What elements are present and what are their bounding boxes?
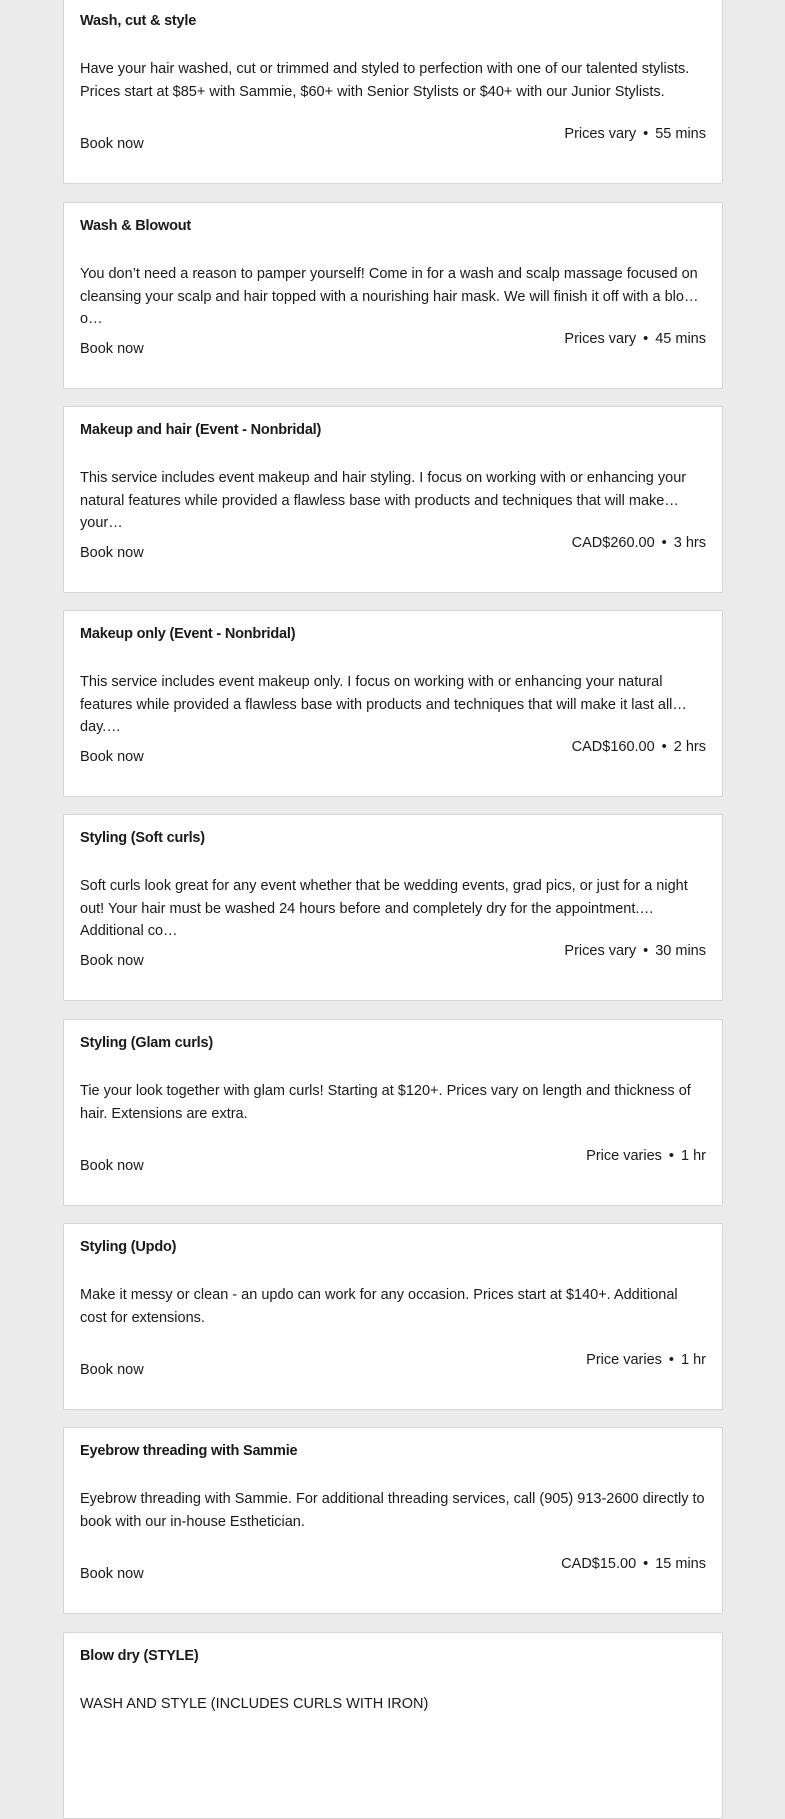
service-duration: 55 mins [655,126,706,142]
service-meta [564,126,706,142]
book-now-button[interactable]: Book now [80,136,144,152]
separator-dot: • [661,535,667,551]
separator-dot: • [668,1352,674,1368]
service-meta [564,331,706,347]
service-price: Prices vary [564,943,637,959]
service-title: Styling (Glam curls) [80,1035,213,1051]
service-title: Makeup and hair (Event - Nonbridal) [80,422,322,438]
separator-dot: • [643,943,649,959]
service-description: Soft curls look great for any event whether that be wedding events, grad pics, or just for a night out! Your hair must be washed 24 hours before and completely dry for the appointment. Additional co… [80,878,688,939]
book-now-button[interactable]: Book now [80,953,144,969]
service-description: Eyebrow threading with Sammie. For additional threading services, call (905) 913-2600 directly to book with our in-house Esthetician. [80,1491,705,1530]
service-price: CAD$260.00 [571,535,655,551]
separator-dot: • [643,1556,649,1572]
book-now-button[interactable]: Book now [80,1566,144,1582]
service-description: WASH AND STYLE (INCLUDES CURLS WITH IRON) [80,1696,429,1712]
service-price: CAD$15.00 [561,1556,637,1572]
service-description: Have your hair washed, cut or trimmed and styled to perfection with one of our talented stylists. Prices start at $85+ with Sammie, $60+ with Senior Stylists or $40+ with our Junior Stylists. [80,61,690,100]
service-price: Price varies [586,1352,662,1368]
service-meta [586,1352,706,1368]
service-description: This service includes event makeup and hair styling. I focus on working with or enhancing your natural features while provided a flawless base with products and techniques that will make your… [80,470,687,531]
service-duration: 1 hr [681,1352,706,1368]
service-title: Styling (Updo) [80,1239,177,1255]
service-description: Make it messy or clean - an updo can work for any occasion. Prices start at $140+. Additional cost for extensions. [80,1287,678,1326]
book-now-button[interactable]: Book now [80,545,144,561]
service-duration: 2 hrs [673,739,706,755]
service-meta [586,1148,706,1164]
separator-dot: • [668,1148,674,1164]
service-price: Prices vary [564,331,637,347]
separator-dot: • [661,739,667,755]
separator-dot: • [643,126,649,142]
service-title: Makeup only (Event - Nonbridal) [80,626,296,642]
service-title: Blow dry (STYLE) [80,1648,199,1664]
service-card [63,1223,723,1410]
separator-dot: • [643,331,649,347]
service-title: Wash, cut & style [80,13,197,29]
book-now-button[interactable]: Book now [80,749,144,765]
service-card [63,0,723,184]
book-now-button[interactable]: Book now [80,1362,144,1378]
book-now-button[interactable]: Book now [80,341,144,357]
service-title: Styling (Soft curls) [80,830,205,846]
service-price: Prices vary [564,126,637,142]
service-card [63,202,723,389]
service-description: This service includes event makeup only. I focus on working with or enhancing your natural features while provided a flawless base with products and techniques that will make it last all day.… [80,674,673,735]
service-price: CAD$160.00 [571,739,655,755]
service-duration: 45 mins [655,331,706,347]
book-now-button[interactable]: Book now [80,1158,144,1174]
service-description: You don’t need a reason to pamper yourself! Come in for a wash and scalp massage focused on cleansing your scalp and hair topped with a nourishing hair mask. We will finish it off with a blow o… [80,266,698,327]
service-card [63,1019,723,1206]
service-card [63,1632,723,1819]
service-card [63,610,723,797]
service-duration: 3 hrs [673,535,706,551]
service-duration: 15 mins [655,1556,706,1572]
service-duration: 30 mins [655,943,706,959]
service-price: Price varies [586,1148,662,1164]
service-meta [561,1556,706,1572]
service-title: Eyebrow threading with Sammie [80,1443,298,1459]
service-card [63,814,723,1001]
service-meta [572,739,706,755]
service-description: Tie your look together with glam curls! Starting at $120+. Prices vary on length and thickness of hair. Extensions are extra. [80,1083,691,1122]
service-card [63,1427,723,1614]
service-meta [572,535,706,551]
service-card [63,406,723,593]
service-meta [564,943,706,959]
service-title: Wash & Blowout [80,218,192,234]
service-duration: 1 hr [681,1148,706,1164]
